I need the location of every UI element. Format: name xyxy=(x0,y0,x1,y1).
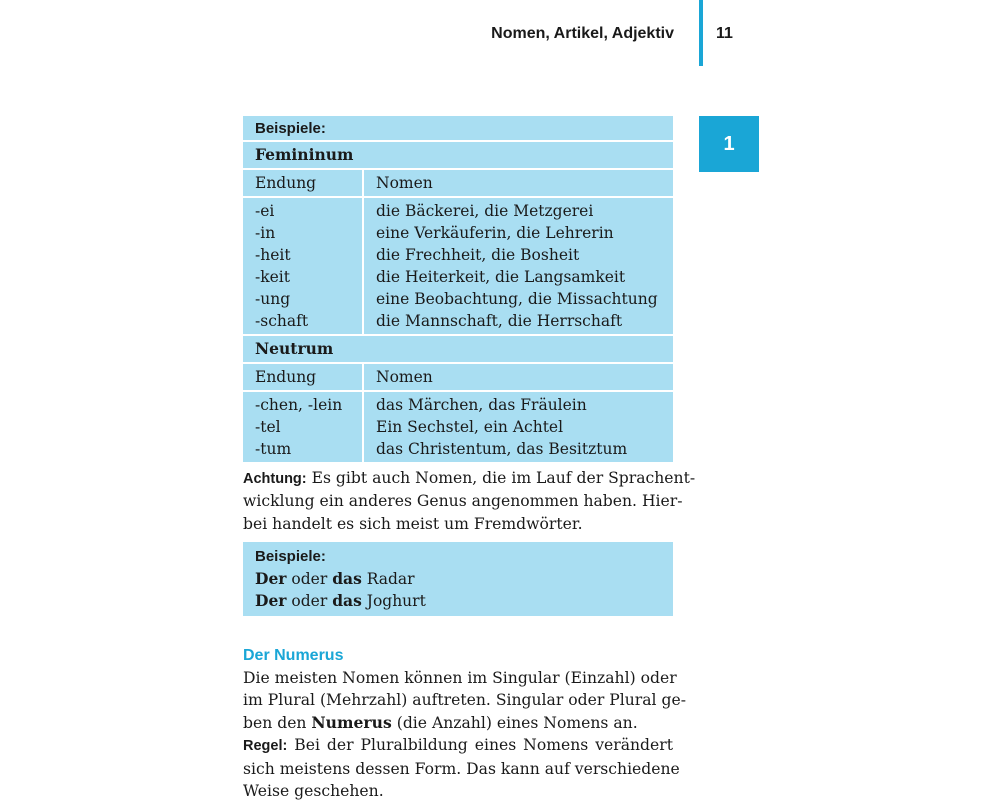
example-box-title: Beispiele: xyxy=(255,548,326,565)
example-line xyxy=(255,568,661,590)
feminine-endings xyxy=(243,198,364,334)
feminine-header-row xyxy=(243,170,673,198)
example-connector: oder xyxy=(286,570,333,588)
text-fragment: (die Anzahl) eines Nomens an. xyxy=(391,713,638,732)
table-cell: eine Beobachtung, die Missachtung xyxy=(376,290,658,308)
table-cell: die Heiterkeit, die Langsamkeit xyxy=(376,268,626,286)
neuter-col-noun: Nomen xyxy=(376,368,433,386)
chapter-number: 1 xyxy=(723,132,735,155)
feminine-group-title: Femininum xyxy=(255,145,354,164)
table-cell: die Bäckerei, die Metzgerei xyxy=(376,202,594,220)
neuter-group-row xyxy=(243,336,673,364)
table-cell: das Märchen, das Fräulein xyxy=(376,396,587,414)
table-cell: -ung xyxy=(255,290,291,308)
rule-text: Bei der Pluralbildung eines Nomens verändert xyxy=(287,736,673,755)
table-cell: das Christentum, das Besitztum xyxy=(376,440,628,458)
table-cell: die Mannschaft, die Herrschaft xyxy=(376,312,623,330)
neuter-header-row xyxy=(243,364,673,392)
example-noun: Joghurt xyxy=(361,592,426,611)
table-cell: -tel xyxy=(255,418,281,436)
article-bold: das xyxy=(332,569,362,588)
example-connector: oder xyxy=(286,592,333,611)
neuter-body-row xyxy=(243,392,673,464)
paragraph-line: Die meisten Nomen können im Singular (Einzahl) oder xyxy=(243,669,677,687)
table-cell: die Frechheit, die Bosheit xyxy=(376,246,580,264)
neuter-nouns xyxy=(364,392,673,462)
table-cell: Ein Sechstel, ein Achtel xyxy=(376,418,564,436)
rule-line: sich meistens dessen Form. Das kann auf verschiedene xyxy=(243,759,680,778)
example-line xyxy=(255,590,661,612)
paragraph-line: im Plural (Mehrzahl) auftreten. Singular oder Plural ge- xyxy=(243,691,686,710)
table-cell: -tum xyxy=(255,440,292,458)
table-title-row xyxy=(243,116,673,142)
warning-text: Es gibt auch Nomen, die im Lauf der Sprachent- xyxy=(306,469,696,487)
text-fragment: ben den xyxy=(243,713,312,732)
table-title: Beispiele: xyxy=(255,120,326,137)
article-bold: Der xyxy=(255,591,287,611)
table-cell: -in xyxy=(255,224,276,242)
table-cell: -keit xyxy=(255,268,290,286)
rule-line xyxy=(243,734,673,757)
feminine-col-noun: Nomen xyxy=(376,174,433,192)
rule-line: Weise geschehen. xyxy=(243,782,384,800)
chapter-tab xyxy=(699,116,759,172)
neuter-endings xyxy=(243,392,364,462)
paragraph-line xyxy=(243,712,673,734)
examples-table xyxy=(243,116,673,464)
running-title: Nomen, Artikel, Adjektiv xyxy=(491,25,674,42)
feminine-col-ending: Endung xyxy=(243,170,364,196)
example-noun: Radar xyxy=(361,570,415,588)
numerus-paragraph xyxy=(243,667,686,800)
feminine-nouns xyxy=(364,198,673,334)
table-cell: -chen, -lein xyxy=(255,396,343,414)
header-divider xyxy=(699,0,703,66)
page-number: 11 xyxy=(716,25,733,42)
article-bold: das xyxy=(332,591,362,611)
feminine-body-row xyxy=(243,198,673,336)
section-heading: Der Numerus xyxy=(243,647,344,664)
feminine-group-row xyxy=(243,142,673,170)
neuter-col-ending: Endung xyxy=(243,364,364,390)
table-cell: -ei xyxy=(255,202,275,220)
table-cell: eine Verkäuferin, die Lehrerin xyxy=(376,224,614,242)
table-cell: -heit xyxy=(255,246,291,264)
rule-label: Regel: xyxy=(243,738,288,755)
warning-line: wicklung ein anderes Genus angenommen haben. Hier- xyxy=(243,492,683,511)
example-box xyxy=(243,542,673,616)
warning-line: bei handelt es sich meist um Fremdwörter. xyxy=(243,514,583,533)
warning-paragraph xyxy=(243,467,696,535)
term-bold: Numerus xyxy=(311,712,392,732)
article-bold: Der xyxy=(255,569,287,588)
neuter-group-title: Neutrum xyxy=(255,339,334,358)
warning-line xyxy=(243,467,696,490)
table-cell: -schaft xyxy=(255,312,309,330)
warning-label: Achtung: xyxy=(243,471,307,487)
